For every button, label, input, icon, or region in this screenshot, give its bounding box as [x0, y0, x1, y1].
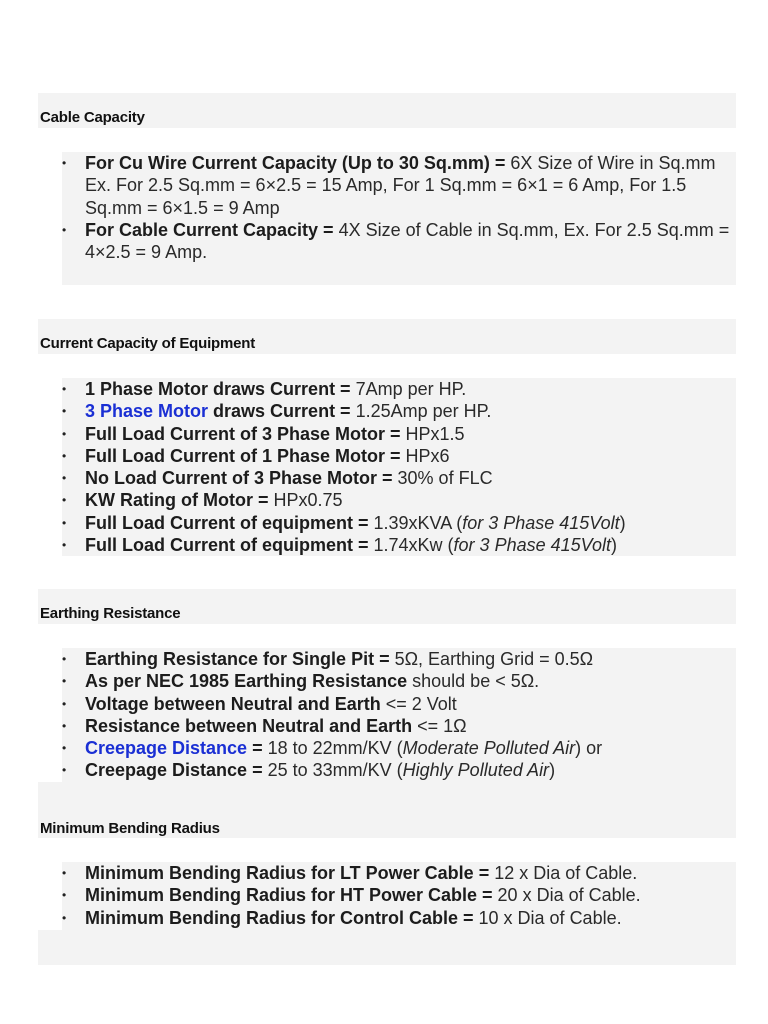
item-text: draws Current = — [208, 401, 351, 422]
item-text: Moderate Polluted Air — [402, 738, 576, 759]
item-text: 30% of FLC — [392, 468, 493, 489]
item-text: 10 x Dia of Cable. — [473, 907, 622, 928]
list-item — [62, 467, 736, 489]
item-text: 25 to 33mm/KV ( — [262, 760, 403, 781]
equipment-capacity-list — [62, 378, 736, 556]
list-item — [62, 445, 736, 467]
item-text: Ex. For 2.5 Sq.mm = 6×2.5 = 15 Amp, For 1 Sq.mm = 6×1 = 6 Amp, For 1.5 Sq.mm = 6×1.5 = 9 Amp — [85, 175, 687, 218]
list-item — [62, 423, 736, 445]
item-text: 5Ω, Earthing Grid = 0.5Ω — [389, 649, 594, 669]
item-link[interactable]: 3 Phase Motor — [85, 401, 209, 422]
item-text: 1.39xKVA ( — [368, 512, 463, 533]
item-text: <= 2 Volt — [380, 693, 457, 714]
item-text: Full Load Current of equipment = — [85, 512, 369, 533]
item-text: For Cable Current Capacity = — [85, 219, 334, 240]
item-text: should be < 5Ω. — [407, 671, 540, 692]
item-link[interactable]: Creepage Distance — [85, 738, 248, 759]
item-text: 20 x Dia of Cable. — [492, 885, 641, 906]
list-item — [62, 152, 736, 219]
item-text: Full Load Current of equipment = — [85, 535, 369, 556]
list-item — [62, 715, 736, 737]
footer-band — [38, 930, 736, 965]
item-text: HPx1.5 — [400, 423, 465, 444]
item-text: 4X Size of Cable in Sq.mm, Ex. For 2.5 Sq.mm = 4×2.5 = 9 Amp. — [85, 219, 730, 263]
list-item — [62, 512, 736, 534]
item-text: = — [247, 738, 263, 759]
item-text: Minimum Bending Radius for LT Power Cable = — [85, 863, 490, 883]
item-text: Resistance between Neutral and Earth — [85, 715, 413, 736]
list-item — [62, 737, 736, 759]
list-item — [62, 378, 736, 400]
item-text: ) — [611, 535, 617, 556]
list-item — [62, 489, 736, 511]
item-text: Full Load Current of 3 Phase Motor = — [85, 423, 401, 444]
item-text: Full Load Current of 1 Phase Motor = — [85, 445, 401, 466]
item-text: Earthing Resistance for Single Pit = — [85, 649, 390, 669]
list-item — [62, 693, 736, 715]
item-text: 1 Phase Motor draws Current = — [85, 379, 351, 399]
list-item — [62, 884, 736, 906]
item-text: No Load Current of 3 Phase Motor = — [85, 468, 393, 489]
section-heading-earthing-resistance: Earthing Resistance — [40, 605, 181, 622]
cable-capacity-list — [62, 152, 736, 285]
item-text: <= 1Ω — [412, 715, 467, 736]
earthing-resistance-list — [62, 648, 736, 782]
item-text: ) or — [575, 738, 603, 759]
list-item — [62, 400, 736, 422]
item-text: For Cu Wire Current Capacity (Up to 30 Sq.mm) = — [85, 153, 506, 173]
list-item — [62, 759, 736, 781]
bending-radius-list — [62, 862, 736, 930]
list-item — [62, 534, 736, 556]
list-item — [62, 219, 736, 264]
item-text: KW Rating of Motor = — [85, 490, 269, 511]
item-text: HPx6 — [400, 445, 450, 466]
item-text: ) — [549, 760, 556, 781]
section-heading-bending-radius: Minimum Bending Radius — [40, 820, 220, 837]
item-text: 12 x Dia of Cable. — [489, 863, 638, 883]
section-heading-equipment-capacity: Current Capacity of Equipment — [40, 335, 256, 352]
item-text: Minimum Bending Radius for Control Cable = — [85, 907, 474, 928]
item-text: 6X Size of Wire in Sq.mm — [505, 153, 716, 173]
list-item — [62, 670, 736, 692]
list-item — [62, 648, 736, 670]
item-text: 7Amp per HP. — [350, 379, 467, 399]
item-text: As per NEC 1985 Earthing Resistance — [85, 671, 408, 692]
list-item — [62, 907, 736, 929]
item-text: 18 to 22mm/KV ( — [262, 738, 403, 759]
item-text: Voltage between Neutral and Earth — [85, 693, 381, 714]
item-text: for 3 Phase 415Volt — [462, 512, 620, 533]
list-item — [62, 862, 736, 884]
item-text: HPx0.75 — [268, 490, 343, 511]
item-text: Highly Polluted Air — [402, 760, 550, 781]
item-text: Creepage Distance = — [85, 760, 263, 781]
item-text: for 3 Phase 415Volt — [453, 535, 611, 556]
item-text: 1.25Amp per HP. — [350, 401, 492, 422]
item-text: Minimum Bending Radius for HT Power Cable = — [85, 885, 493, 906]
item-text: ) — [619, 512, 626, 533]
section-heading-cable-capacity: Cable Capacity — [40, 109, 145, 126]
item-text: 1.74xKw ( — [368, 535, 454, 556]
